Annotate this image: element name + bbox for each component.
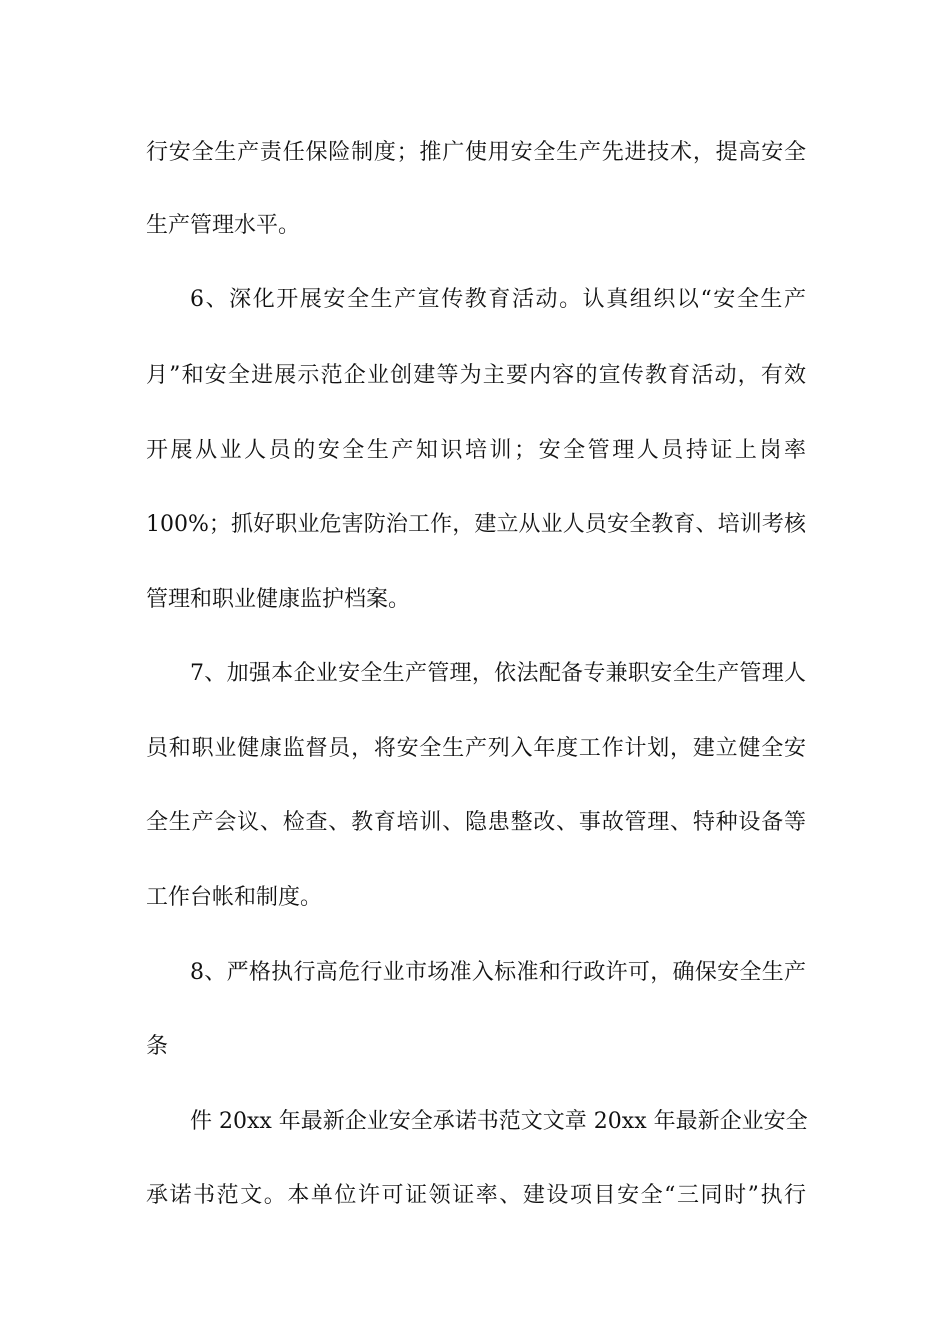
text-line: 条 [146,1034,169,1059]
text-line: 行安全生产责任保险制度；推广使用安全生产先进技术，提高安全 [146,140,806,165]
text-line: 100%；抓好职业危害防治工作，建立从业人员安全教育、培训考核 [146,512,806,537]
text-line: 管理和职业健康监护档案。 [146,587,411,612]
text-line: 承诺书范文。本单位许可证领证率、建设项目安全“三同时”执行 [146,1183,806,1208]
text-line: 开展从业人员的安全生产知识培训；安全管理人员持证上岗率 [146,438,806,463]
paragraph-continuation: 件 20xx 年最新企业安全承诺书范文文章 20xx 年最新企业安全 [190,1109,808,1134]
paragraph-8-start: 8、严格执行高危行业市场准入标准和行政许可，确保安全生产 [190,960,806,985]
paragraph-6-start: 6、深化开展安全生产宣传教育活动。认真组织以“安全生产 [190,287,806,312]
text-line: 全生产会议、检查、教育培训、隐患整改、事故管理、特种设备等 [146,810,806,835]
text-line: 工作台帐和制度。 [146,885,323,910]
text-line: 员和职业健康监督员，将安全生产列入年度工作计划，建立健全安 [146,736,806,761]
paragraph-7-start: 7、加强本企业安全生产管理，依法配备专兼职安全生产管理人 [190,661,806,686]
text-line: 生产管理水平。 [146,213,301,238]
text-line: 月”和安全进展示范企业创建等为主要内容的宣传教育活动，有效 [146,363,806,388]
